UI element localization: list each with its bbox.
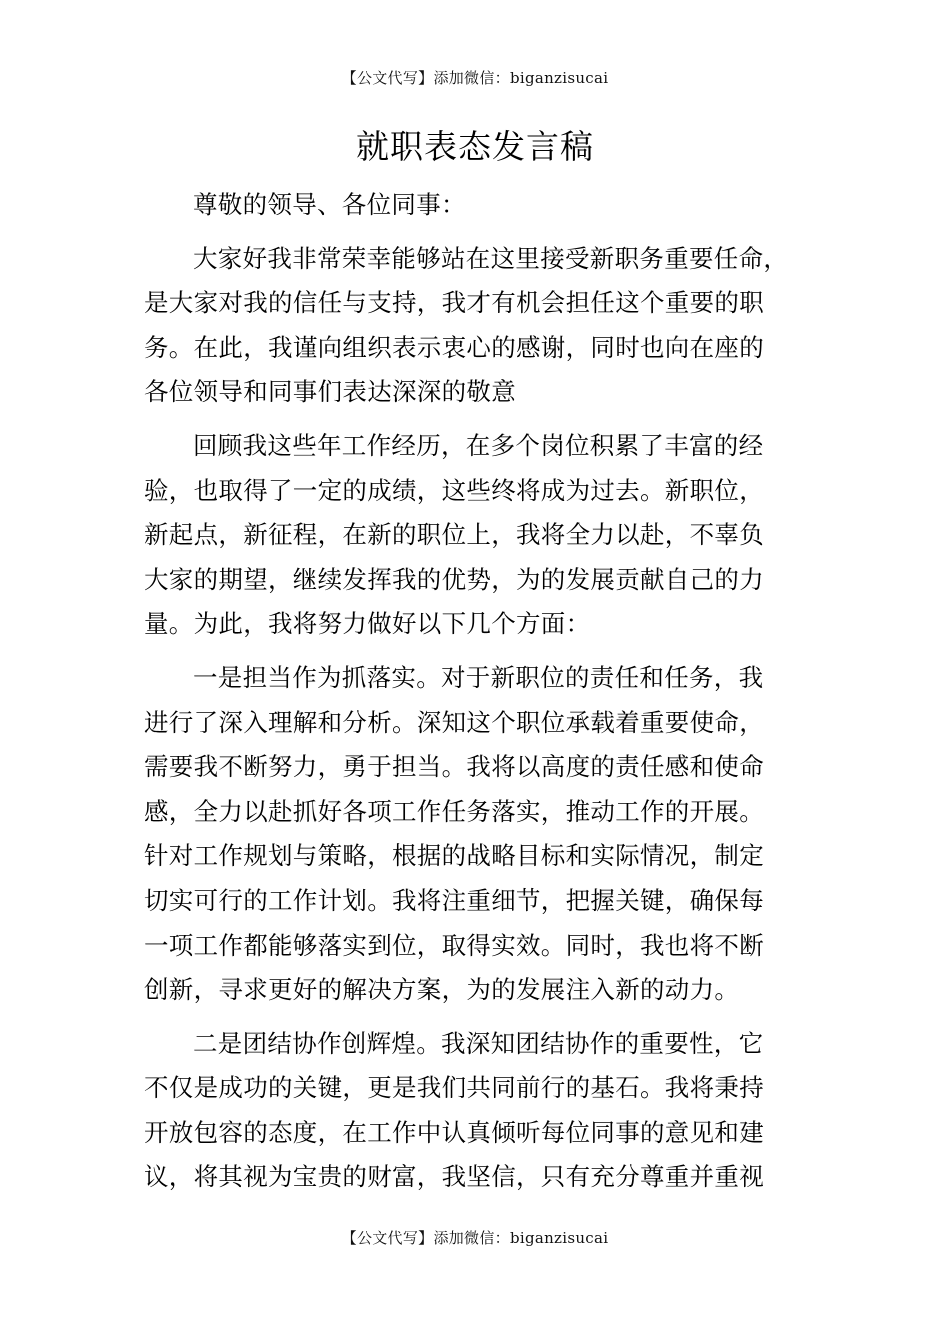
paragraph-line: 新起点，新征程，在新的职位上，我将全力以赴，不辜负 (144, 520, 764, 550)
paragraph-line: 二是团结协作创辉煌。我深知团结协作的重要性，它 (193, 1028, 764, 1058)
page-footer: 【公文代写】添加微信：biganzisucai (341, 1229, 609, 1247)
point-two-paragraph (144, 1022, 816, 1200)
paragraph-line: 进行了深入理解和分析。深知这个职位承载着重要使命， (144, 707, 764, 737)
paragraph-line: 切实可行的工作计划。我将注重细节，把握关键，确保每 (144, 885, 764, 915)
paragraph-line: 验，也取得了一定的成绩，这些终将成为过去。新职位， (144, 475, 764, 505)
paragraph-line: 感，全力以赴抓好各项工作任务落实，推动工作的开展。 (144, 796, 764, 826)
paragraph-line: 是大家对我的信任与支持，我才有机会担任这个重要的职 (144, 288, 764, 318)
paragraph-line: 一项工作都能够落实到位，取得实效。同时，我也将不断 (144, 930, 764, 960)
paragraph-line: 大家好我非常荣幸能够站在这里接受新职务重要任命， (193, 243, 789, 273)
page-header: 【公文代写】添加微信：biganzisucai (341, 69, 609, 87)
review-paragraph (144, 424, 816, 647)
paragraph-line: 创新，寻求更好的解决方案，为的发展注入新的动力。 (144, 975, 740, 1005)
paragraph-line: 回顾我这些年工作经历，在多个岗位积累了丰富的经 (193, 430, 764, 460)
paragraph-line: 一是担当作为抓落实。对于新职位的责任和任务，我 (193, 662, 764, 692)
document-body (144, 183, 816, 1209)
paragraph-line: 针对工作规划与策略，根据的战略目标和实际情况，制定 (144, 841, 764, 871)
paragraph-line: 量。为此，我将努力做好以下几个方面： (144, 609, 591, 639)
paragraph-line: 各位领导和同事们表达深深的敬意 (144, 377, 516, 407)
paragraph-line: 需要我不断努力，勇于担当。我将以高度的责任感和使命 (144, 752, 764, 782)
paragraph-line: 议，将其视为宝贵的财富，我坚信，只有充分尊重并重视 (144, 1162, 764, 1192)
paragraph-line: 尊敬的领导、各位同事： (193, 190, 466, 219)
intro-paragraph (144, 237, 816, 415)
document-title: 就职表态发言稿 (356, 127, 594, 166)
paragraph-line: 开放包容的态度，在工作中认真倾听每位同事的意见和建 (144, 1117, 764, 1147)
paragraph-line: 不仅是成功的关键，更是我们共同前行的基石。我将秉持 (144, 1073, 764, 1103)
paragraph-line: 务。在此，我谨向组织表示衷心的感谢，同时也向在座的 (144, 332, 764, 362)
paragraph-line: 大家的期望，继续发挥我的优势，为的发展贡献自己的力 (144, 564, 764, 594)
point-one-paragraph (144, 656, 816, 1013)
salutation-paragraph (144, 183, 816, 228)
